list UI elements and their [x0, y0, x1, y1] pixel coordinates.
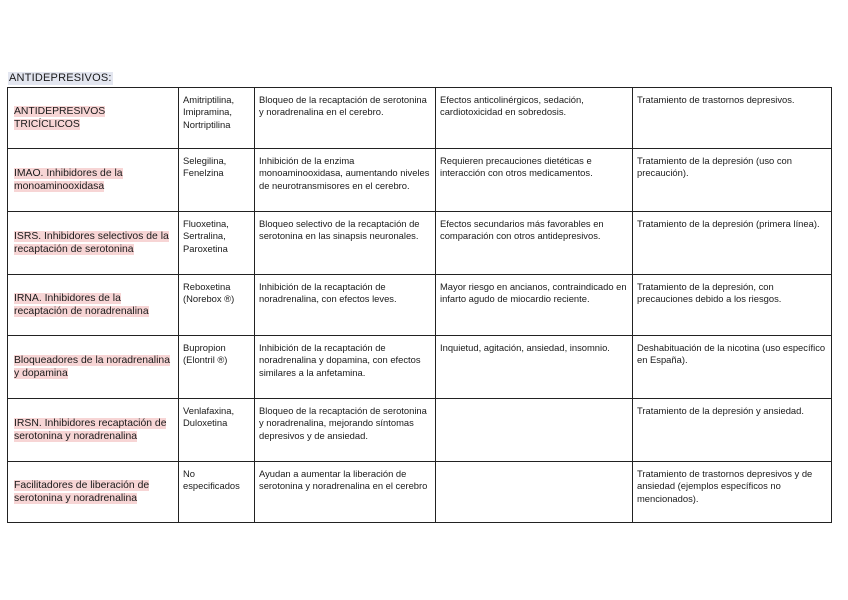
side-effects-cell: Mayor riesgo en ancianos, contraindicado en infarto agudo de miocardio reciente. [436, 275, 633, 336]
side-effects-cell [436, 462, 633, 523]
indication-cell: Tratamiento de trastornos depresivos y de ansiedad (ejemplos específicos no mencionados). [633, 462, 832, 523]
table-row [8, 212, 832, 275]
side-effects-cell [436, 399, 633, 462]
table-row [8, 336, 832, 399]
document-title: ANTIDEPRESIVOS: [9, 72, 112, 84]
mechanism-cell: Bloqueo de la recaptación de serotonina y noradrenalina, mejorando síntomas depresivos y de ansiedad. [255, 399, 436, 462]
drug-group-cell [8, 275, 179, 336]
drug-examples-cell: Venlafaxina, Duloxetina [179, 399, 255, 462]
drug-group-label: ANTIDEPRESIVOS TRICÍCLICOS [14, 106, 106, 130]
mechanism-cell: Inhibición de la recaptación de noradrenalina y dopamina, con efectos similares a la anfetamina. [255, 336, 436, 399]
drug-group-cell [8, 336, 179, 399]
mechanism-cell: Bloqueo selectivo de la recaptación de serotonina en las sinapsis neuronales. [255, 212, 436, 275]
drug-examples-cell: Reboxetina (Norebox ®) [179, 275, 255, 336]
mechanism-cell: Bloqueo de la recaptación de serotonina y noradrenalina en el cerebro. [255, 88, 436, 149]
indication-cell: Tratamiento de trastornos depresivos. [633, 88, 832, 149]
drug-group-cell [8, 88, 179, 149]
side-effects-cell: Inquietud, agitación, ansiedad, insomnio. [436, 336, 633, 399]
side-effects-cell: Requieren precauciones dietéticas e interacción con otros medicamentos. [436, 149, 633, 212]
drug-examples-cell: Bupropion (Elontril ®) [179, 336, 255, 399]
side-effects-cell: Efectos anticolinérgicos, sedación, cardiotoxicidad en sobredosis. [436, 88, 633, 149]
drug-examples-cell: Fluoxetina, Sertralina, Paroxetina [179, 212, 255, 275]
drug-group-label: IMAO. Inhibidores de la monoaminooxidasa [14, 168, 123, 192]
indication-cell: Tratamiento de la depresión, con precauciones debido a los riesgos. [633, 275, 832, 336]
mechanism-cell: Ayudan a aumentar la liberación de serotonina y noradrenalina en el cerebro [255, 462, 436, 523]
table-row [8, 399, 832, 462]
table-row [8, 88, 832, 149]
table-row [8, 462, 832, 523]
side-effects-cell: Efectos secundarios más favorables en comparación con otros antidepresivos. [436, 212, 633, 275]
drug-group-label: ISRS. Inhibidores selectivos de la recaptación de serotonina [14, 231, 169, 255]
drug-examples-cell: Selegilina, Fenelzina [179, 149, 255, 212]
drug-group-label: IRNA. Inhibidores de la recaptación de noradrenalina [14, 293, 149, 317]
antidepressants-table [7, 87, 832, 523]
indication-cell: Tratamiento de la depresión y ansiedad. [633, 399, 832, 462]
indication-cell: Tratamiento de la depresión (primera línea). [633, 212, 832, 275]
mechanism-cell: Inhibición de la recaptación de noradrenalina, con efectos leves. [255, 275, 436, 336]
drug-group-cell [8, 399, 179, 462]
drug-group-cell [8, 212, 179, 275]
drug-group-label: IRSN. Inhibidores recaptación de serotonina y noradrenalina [14, 418, 167, 442]
drug-group-label: Facilitadores de liberación de serotonina y noradrenalina [14, 480, 150, 504]
mechanism-cell: Inhibición de la enzima monoaminooxidasa, aumentando niveles de neurotransmisores en el cerebro. [255, 149, 436, 212]
drug-group-cell [8, 149, 179, 212]
indication-cell: Deshabituación de la nicotina (uso específico en España). [633, 336, 832, 399]
drug-examples-cell: No especificados [179, 462, 255, 523]
drug-examples-cell: Amitriptilina, Imipramina, Nortriptilina [179, 88, 255, 149]
drug-group-label: Bloqueadores de la noradrenalina y dopamina [14, 355, 170, 379]
drug-group-cell [8, 462, 179, 523]
table-row [8, 149, 832, 212]
indication-cell: Tratamiento de la depresión (uso con precaución). [633, 149, 832, 212]
table-row [8, 275, 832, 336]
